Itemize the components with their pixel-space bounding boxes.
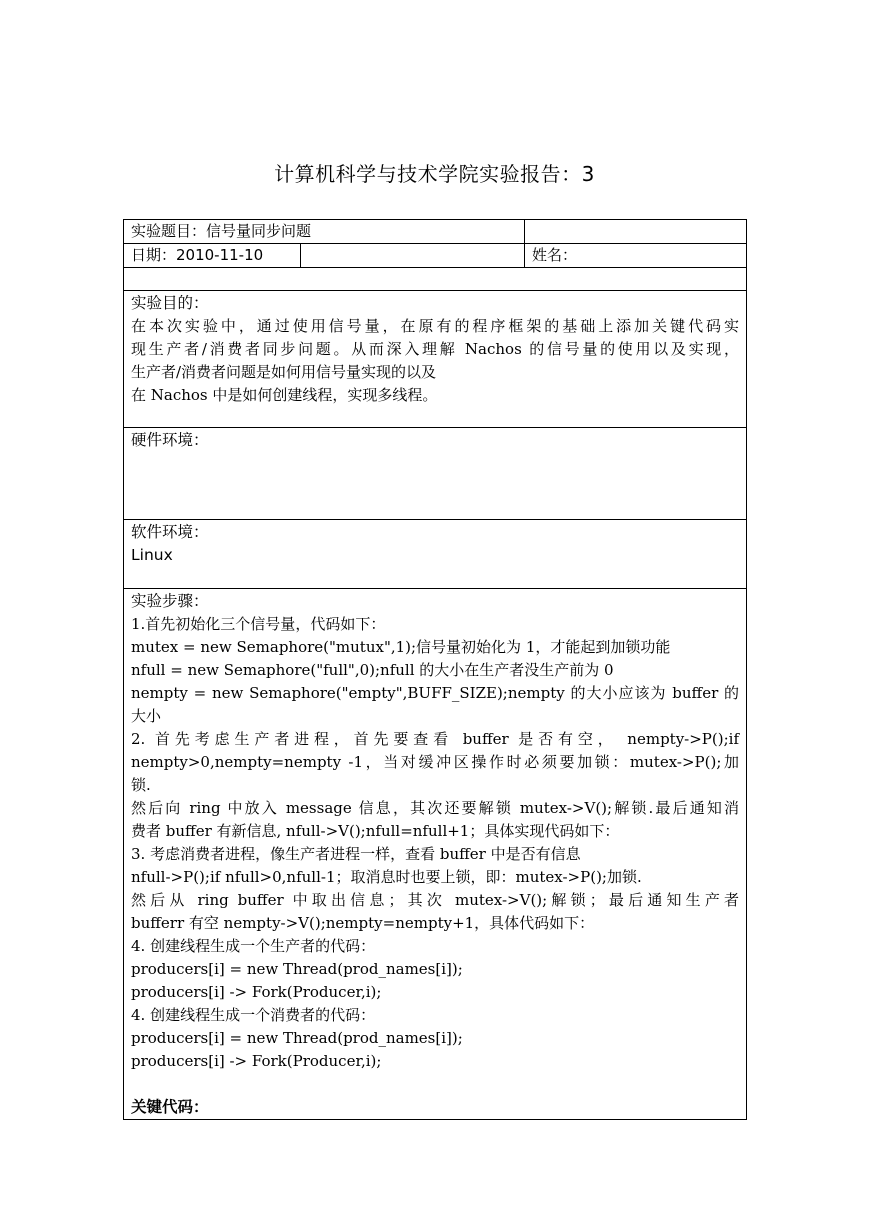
steps-line: 锁. (131, 776, 151, 794)
name-cell: 姓名： (525, 244, 747, 268)
steps-line: 1.首先初始化三个信号量，代码如下： (131, 615, 386, 633)
empty-title-cell (525, 220, 747, 244)
date-cell: 日期：2010-11-10 (124, 244, 301, 268)
spacer (131, 1073, 739, 1096)
experiment-title-cell: 实验题目：信号量同步问题 (124, 220, 525, 244)
steps-line: nfull = new Semaphore("full",0);nfull 的大小在生产者没生产前为 0 (131, 661, 614, 679)
steps-row (124, 589, 747, 1120)
software-cell (124, 520, 747, 589)
purpose-line: 在 Nachos 中是如何创建线程，实现多线程。 (131, 386, 438, 404)
steps-line: producers[i] = new Thread(prod_names[i]); (131, 960, 463, 978)
hardware-row (124, 428, 747, 520)
steps-line: 4. 创建线程生成一个消费者的代码： (131, 1006, 376, 1024)
report-table (123, 219, 747, 1120)
steps-line: bufferr 有空 nempty->V();nempty=nempty+1，具体代码如下： (131, 914, 595, 932)
hardware-cell (124, 428, 747, 520)
steps-line: 然后向 ring 中放入 message 信息，其次还要解锁 mutex->V();解锁.最后通知消 (131, 799, 740, 817)
software-value: Linux (131, 546, 173, 564)
purpose-line: 现生产者/消费者同步问题。从而深入理解 Nachos 的信号量的使用以及实现， (131, 340, 740, 358)
steps-cell (124, 589, 747, 1120)
steps-line: 然后从 ring buffer 中取出信息；其次 mutex->V();解锁；最后通知生产者 (131, 891, 740, 909)
steps-line: producers[i] = new Thread(prod_names[i]); (131, 1029, 463, 1047)
purpose-row (124, 291, 747, 428)
steps-line: 2. 首先考虑生产者进程，首先要查看 buffer 是否有空， nempty->P();if (131, 730, 740, 748)
steps-line: 大小 (131, 707, 162, 725)
title-row (124, 220, 747, 244)
report-title: 计算机科学与技术学院实验报告：3 (274, 162, 595, 186)
purpose-cell (124, 291, 747, 428)
purpose-line: 生产者/消费者问题是如何用信号量实现的以及 (131, 363, 437, 381)
steps-heading: 实验步骤： (131, 592, 209, 610)
steps-line: nfull->P();if nfull>0,nfull-1；取消息时也要上锁，即：mutex->P();加锁. (131, 868, 642, 886)
steps-line: producers[i] -> Fork(Producer,i); (131, 1052, 382, 1070)
purpose-line: 在本次实验中，通过使用信号量，在原有的程序框架的基础上添加关键代码实 (131, 317, 740, 335)
steps-line: 费者 buffer 有新信息, nfull->V();nfull=nfull+1；具体实现代码如下： (131, 822, 620, 840)
steps-line: mutex = new Semaphore("mutux",1);信号量初始化为 1，才能起到加锁功能 (131, 638, 671, 656)
steps-line: producers[i] -> Fork(Producer,i); (131, 983, 382, 1001)
steps-line: 4. 创建线程生成一个生产者的代码： (131, 937, 376, 955)
steps-line: nempty = new Semaphore("empty",BUFF_SIZE);nempty 的大小应该为 buffer 的 (131, 684, 740, 702)
key-code-heading: 关键代码： (131, 1098, 209, 1116)
blank-cell (124, 268, 747, 291)
blank-row (124, 268, 747, 291)
date-row (124, 244, 747, 268)
software-heading: 软件环境： (131, 523, 209, 541)
software-row (124, 520, 747, 589)
hardware-heading: 硬件环境： (131, 431, 209, 449)
steps-line: nempty>0,nempty=nempty -1，当对缓冲区操作时必须要加锁：mutex->P();加 (131, 753, 740, 771)
steps-line: 3. 考虑消费者进程，像生产者进程一样，查看 buffer 中是否有信息 (131, 845, 581, 863)
purpose-heading: 实验目的： (131, 294, 209, 312)
empty-date-cell (301, 244, 525, 268)
